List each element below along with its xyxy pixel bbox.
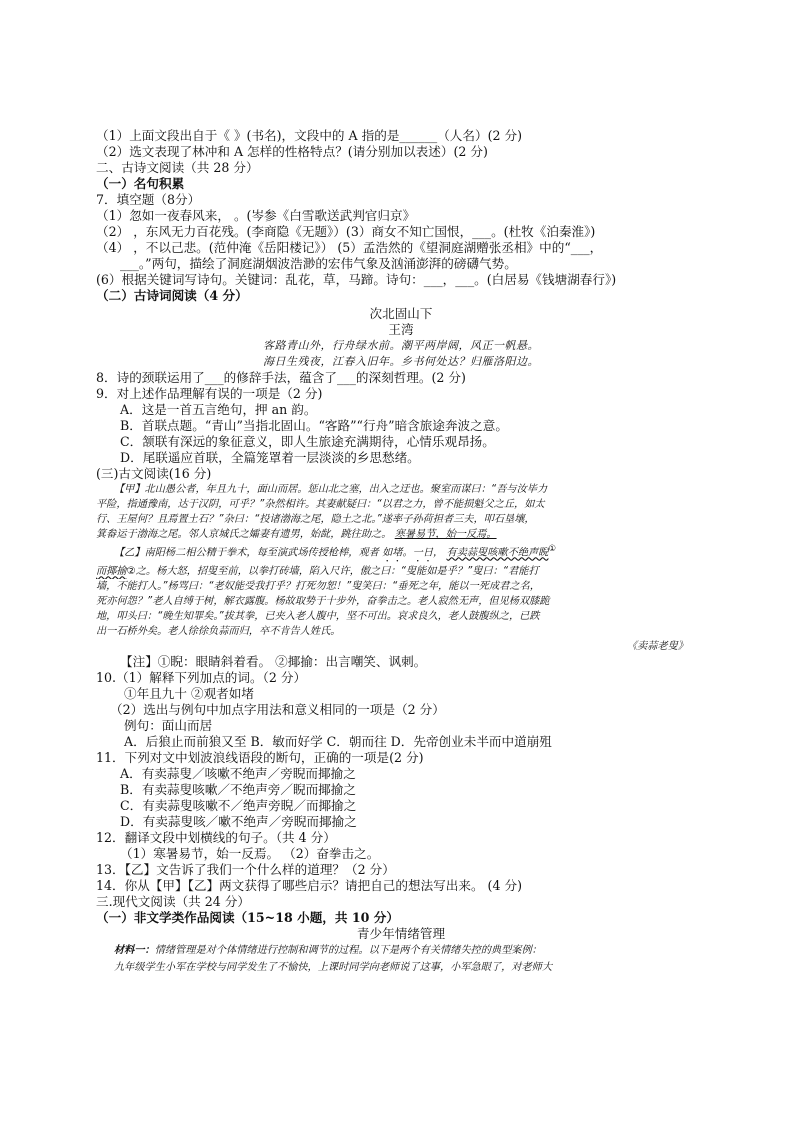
question-line: 11．下列对文中划波浪线语段的断句，正确的一项是(2 分) — [96, 750, 424, 766]
classical-text-line: 出一石桥外矣。老人徐徐负蒜而归，卒不肯告人姓氏。 — [96, 626, 341, 638]
question-line: （2） ，东风无力百花残。(李商隐《无题》）(3）商女不知亡国恨，___。(杜牧《泊秦淮》) — [96, 224, 596, 239]
question-line: （2）选文表现了林冲和 A 怎样的性格特点？(请分别加以表述）(2 分) — [96, 144, 488, 159]
classical-text-line: 死亦何怨？”老人自缚于树，解衣露腹。杨故取势于十步外，奋拳击之。老人寂然无声，但见杨双膝跪 — [96, 596, 550, 608]
underlined-sentence: 寒暑易节，始一反焉。 — [394, 529, 497, 540]
question-line: 14．你从【甲】【乙】两文获得了哪些启示？请把自己的想法写出来。 (4 分) — [96, 878, 522, 894]
subsection-heading: （一）非文学类作品阅读（15~18 小题，共 10 分） — [96, 910, 399, 926]
question-line: 7．填空题（8分） — [96, 192, 201, 207]
classical-text-line: 【甲】北山愚公者，年且九十，面山而居。惩山北之塞，出入之迂也。聚室而谋曰：“吾与汝毕力 — [114, 484, 548, 495]
option-line: B．首联点题。“青山”当指北固山。“客路”“行舟”暗含旅途奔波之意。 — [120, 418, 508, 433]
question-line: ___。”两句，描绘了洞庭湖烟波浩渺的宏伟气象及汹涌澎湃的磅礴气势。 — [120, 256, 517, 271]
source-citation: 《卖蒜老叟》 — [626, 641, 688, 653]
classical-text-line — [96, 527, 706, 542]
wavy-underlined-text: 有卖蒜叟咳嗽不绝声睨 — [446, 547, 549, 559]
option-line: A．这是一首五言绝句，押 an 韵。 — [120, 402, 317, 417]
question-line: 9．对上述作品理解有误的一项是（2 分) — [96, 386, 323, 401]
poem-line: 海日生残夜，江春入旧年。乡书何处达？归雁洛阳边。 — [263, 355, 539, 368]
classical-text: ②之。杨大怒，招叟至前，以拳打砖墙，陷入尺许，傲之曰：“叟能如是乎？”叟曰：“君能打 — [126, 566, 539, 578]
dotted-word: 如堵。一日， — [382, 547, 444, 559]
subsection-heading: （二）古诗词阅读（4 分） — [96, 288, 248, 303]
section-heading: 二、古诗文阅读（共 28 分） — [96, 160, 259, 175]
material-label: 材料一： — [114, 945, 155, 957]
option-line: D．有卖蒜叟咳／嗽不绝声／旁睨而揶揄之 — [120, 814, 357, 830]
poem-title: 次北固山下 — [369, 306, 433, 321]
poem-line: 客路青山外，行舟绿水前。潮平两岸阔，风正一帆悬。 — [263, 339, 539, 352]
annotation-line: 【注】①睨：眼睛斜着看。 ②揶揄：出言嘲笑、讽刺。 — [120, 654, 427, 670]
classical-text-line — [96, 542, 706, 564]
classical-text-line: 墙，不能打人。”杨骂曰：“老奴能受我打乎？打死勿恕！”叟笑曰：“垂死之年，能以一死成君之名， — [96, 581, 540, 593]
question-line: 8．诗的颈联运用了___的修辞手法，蕴含了___的深刻哲理。(2 分) — [96, 370, 466, 385]
question-line: (6）根据关键词写诗句。关键词：乱花，草，马蹄。诗句：___，___。(白居易《钱塘湖春行》) — [96, 272, 617, 287]
material-line — [96, 942, 706, 959]
question-line: 12．翻译文段中划横线的句子。（共 4 分） — [96, 830, 336, 846]
option-line: D．尾联遥应首联，全篇笼罩着一层淡淡的乡思愁绪。 — [120, 450, 420, 465]
classical-text: 【乙】南阳杨二相公精于拳术，每至演武场传授枪棒，观者 — [114, 547, 379, 559]
classical-text-line: 行、王屋何？且焉置土石？”杂曰：“投诸渤海之尾，隐土之北。”遂率子孙荷担者三夫，叩石垦壤， — [96, 514, 535, 525]
question-line: ①年且九十 ②观者如堵 — [124, 686, 254, 702]
footnote-mark: ① — [548, 544, 556, 554]
question-line: （2）选出与例句中加点字用法和意义相同的一项是（2 分） — [110, 702, 445, 718]
material-line: 九年级学生小军在学校与同学发生了不愉快，上课时同学向老师说了这事，小军急眼了，对老师大 — [114, 962, 553, 974]
option-line: C．有卖蒜叟咳嗽不／绝声旁睨／而揶揄之 — [120, 798, 357, 814]
question-line: （1）忽如一夜春风来， 。(岑参《白雪歌送武判官归京》 — [96, 208, 416, 223]
option-line: A．后狼止而前狼又至 B．敏而好学 C．朝而往 D．先帝创业未半而中道崩殂 — [124, 734, 552, 750]
section-heading: 三.现代文阅读（共 24 分） — [96, 894, 250, 910]
option-line: B．有卖蒜叟咳嗽／不绝声旁／睨而揶揄之 — [120, 782, 356, 798]
question-line: 10.（1）解释下列加点的词。（2 分） — [96, 670, 307, 686]
poem-author: 王湾 — [388, 322, 414, 337]
wavy-underlined-text: 而揶揄 — [96, 566, 127, 578]
question-line: （1）上面文段出自于《 》(书名)，文段中的 A 指的是______（人名）(2 分) — [96, 128, 523, 143]
material-text: 情绪管理是对个体情绪进行控制和调节的过程。以下是两个有关情绪失控的典型案例： — [154, 945, 542, 957]
question-line: （4） ，不以己悲。(范仲淹《岳阳楼记》） (5）孟浩然的《望洞庭湖赠张丞相》中的“___， — [96, 240, 603, 255]
section-heading: (三)古文阅读(16 分) — [96, 466, 212, 481]
question-line: 例句：面山而居 — [124, 718, 213, 734]
exam-page — [96, 128, 706, 976]
option-line: A．有卖蒜叟／咳嗽不绝声／旁睨而揶揄之 — [120, 766, 356, 782]
option-line: C．颔联有深远的象征意义，即人生旅途充满期待，心情乐观昂扬。 — [120, 434, 495, 449]
article-title: 青少年情绪管理 — [356, 926, 446, 942]
classical-text: 箕畚运于渤海之尾。邻人京城氏之孀妻有遗男，始龀，跳往助之。 — [96, 529, 392, 540]
question-line: （1）寒暑易节，始一反焉。 （2）奋拳击之。 — [120, 846, 380, 862]
question-line: 13．【乙】文告诉了我们一个什么样的道理？（2 分） — [96, 862, 395, 878]
classical-text-line — [96, 564, 706, 579]
classical-text-line: 地，叩头曰：“晚生知罪矣。”拔其拳，已夹入老人腹中，坚不可出。哀求良久，老人鼓腹纵之，已跌 — [96, 611, 540, 623]
subsection-heading: （一）名句积累 — [96, 176, 185, 191]
classical-text-line: 平险，指通豫南，达于汉阴，可乎？”杂然相许。其妻献疑曰：“以君之力，曾不能损魁父之丘，如太 — [96, 499, 545, 510]
